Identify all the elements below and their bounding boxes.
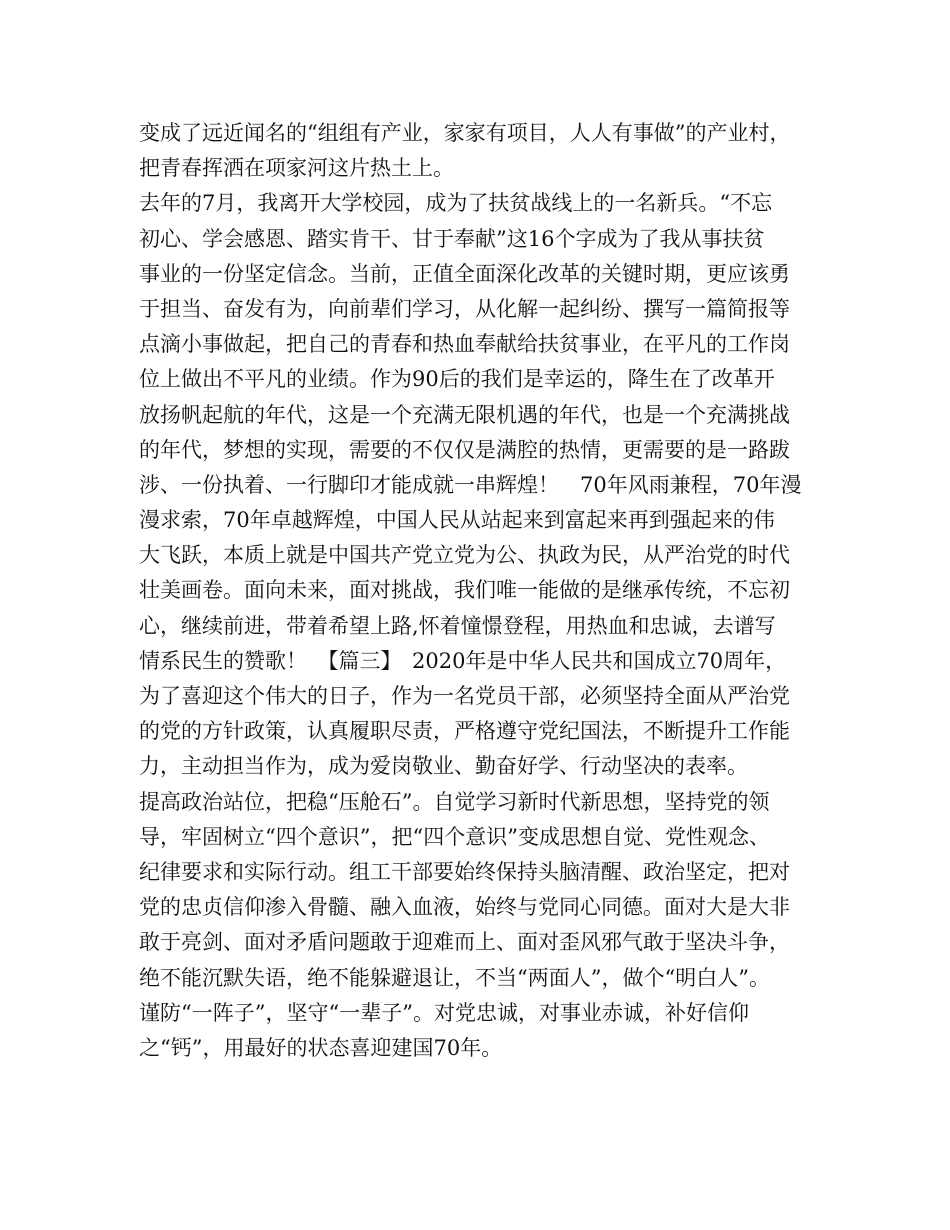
body-text (139, 116, 829, 1066)
text-line: 心，继续前进，带着希望上路,怀着憧憬登程，用热血和忠诚，去谱写 (139, 613, 776, 638)
text-line: 的党的方针政策，认真履职尽责，严格遵守党纪国法，不断提升工作能 (139, 719, 790, 744)
text-line: 之“钙”，用最好的状态喜迎建国70年。 (139, 1035, 503, 1060)
text-line: 情系民生的赞歌！ 【篇三】 2020年是中华人民共和国成立70周年， (139, 648, 787, 673)
text-line: 大飞跃，本质上就是中国共产党立党为公、执政为民，从严治党的时代 (139, 543, 790, 568)
text-line: 党的忠贞信仰渗入骨髓、融入血液，始终与党同心同德。面对大是大非 (139, 895, 790, 920)
text-line: 事业的一份坚定信念。当前，正值全面深化改革的关键时期，更应该勇 (139, 261, 790, 286)
text-line: 涉、一份执着、一行脚印才能成就一串辉煌！ 70年风雨兼程，70年漫 (139, 472, 802, 497)
text-line: 于担当、奋发有为，向前辈们学习，从化解一起纠纷、撰写一篇简报等 (139, 296, 790, 321)
text-line: 放扬帆起航的年代，这是一个充满无限机遇的年代，也是一个充满挑战 (139, 402, 790, 427)
text-line: 提高政治站位，把稳“压舱石”。自觉学习新时代新思想，坚持党的领 (139, 789, 770, 814)
text-line: 去年的7月，我离开大学校园，成为了扶贫战线上的一名新兵。“不忘 (139, 191, 773, 216)
text-line: 纪律要求和实际行动。组工干部要始终保持头脑清醒、政治坚定，把对 (139, 859, 790, 884)
text-line: 绝不能沉默失语，绝不能躲避退让，不当“两面人”，做个“明白人”。 (139, 965, 770, 990)
text-line: 的年代，梦想的实现，需要的不仅仅是满腔的热情，更需要的是一路跋 (139, 437, 790, 462)
text-line: 点滴小事做起，把自己的青春和热血奉献给扶贫事业，在平凡的工作岗 (139, 332, 790, 357)
text-line: 位上做出不平凡的业绩。作为90后的我们是幸运的，降生在了改革开 (139, 367, 775, 392)
text-line: 初心、学会感恩、踏实肯干、甘于奉献”这16个字成为了我从事扶贫 (139, 226, 765, 251)
text-line: 谨防“一阵子”，坚守“一辈子”。对党忠诚，对事业赤诚，补好信仰 (139, 1000, 749, 1025)
text-line: 导，牢固树立“四个意识”，把“四个意识”变成思想自觉、党性观念、 (139, 824, 770, 849)
text-line: 变成了远近闻名的“组组有产业，家家有项目，人人有事做”的产业村， (139, 121, 791, 145)
text-line: 敢于亮剑、面对矛盾问题敢于迎难而上、面对歪风邪气敢于坚决斗争， (139, 930, 790, 955)
text-line: 漫求索，70年卓越辉煌，中国人民从站起来到富起来再到强起来的伟 (139, 508, 775, 533)
text-line: 力，主动担当作为，成为爱岗敬业、勤奋好学、行动坚决的表率。 (139, 754, 748, 779)
text-line: 把青春挥洒在项家河这片热土上。 (139, 156, 454, 181)
text-line: 壮美画卷。面向未来，面对挑战，我们唯一能做的是继承传统，不忘初 (139, 578, 790, 603)
text-line: 为了喜迎这个伟大的日子，作为一名党员干部，必须坚持全面从严治党 (139, 684, 790, 708)
